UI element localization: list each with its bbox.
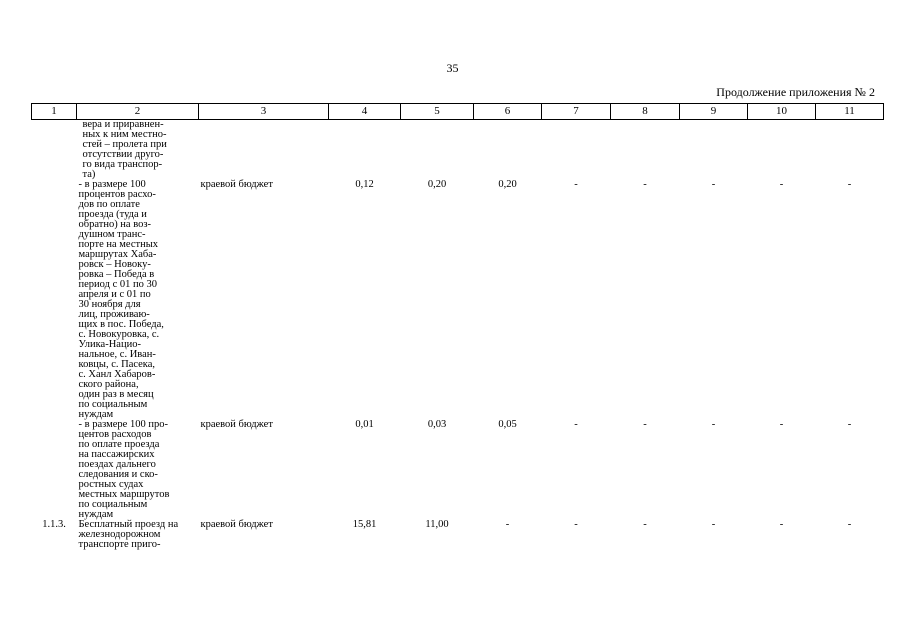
value-cell (329, 120, 401, 181)
column-header: 3 (199, 104, 329, 120)
value-cell (474, 120, 542, 181)
value-cell: 0,20 (498, 179, 517, 190)
table-row (32, 180, 884, 420)
description-text: - в размере 100 процентов расхо- дов по оплате проезда (туда и обратно) на воз- душном транс- порте на местных маршрутах Хаба- ровск – Новоку- ровка – Победа в период с 01 по 30 апреля и с 01 по 30 ноября для лиц, проживаю- щих в пос. Победа, с. Новокуровка, с. Улика-Нацио- нальное, с. Иван- ковцы, с. Пасека, с. Ханл Хабаров- ского района, один раз в месяц по социальным нуждам (78, 179, 164, 420)
value-cell: 0,05 (498, 419, 517, 430)
value-cell: - (574, 519, 578, 530)
row-number-cell (32, 420, 77, 520)
description-text: - в размере 100 про- центов расходов по оплате проезда на пассажирских поездах дальнего следования и ско- ростных судах местных маршрутов по социальным нуждам (78, 419, 170, 520)
value-cell: - (643, 419, 647, 430)
value-cell (748, 120, 816, 181)
value-cell: - (847, 179, 852, 190)
value-cell: 0,20 (427, 179, 447, 190)
value-cell: - (505, 519, 510, 530)
row-number-cell (32, 180, 77, 420)
value-cell: - (779, 179, 784, 190)
column-header: 11 (816, 104, 884, 120)
description-cell (77, 180, 199, 420)
column-header: 10 (748, 104, 816, 120)
table-row (32, 520, 884, 550)
funding-source-cell: краевой бюджет (200, 179, 273, 190)
value-cell (542, 120, 611, 181)
table-row (32, 120, 884, 181)
value-cell: 15,81 (352, 519, 377, 530)
description-text: вера и приравнен- ных к ним местно- стей – пролета при отсутствии друго- го вида транспор- та) (82, 119, 167, 180)
value-cell: - (643, 519, 647, 530)
value-cell (401, 120, 474, 181)
value-cell: - (711, 179, 716, 190)
row-number-cell: 1.1.3. (42, 519, 66, 530)
column-number-header-row (32, 104, 884, 120)
value-cell: - (711, 519, 716, 530)
column-header: 1 (32, 104, 77, 120)
table-row (32, 420, 884, 520)
value-cell: 11,00 (425, 519, 449, 530)
value-cell: - (711, 419, 716, 430)
value-cell: 0,01 (355, 419, 374, 430)
column-header: 6 (474, 104, 542, 120)
value-cell: - (847, 519, 852, 530)
column-header: 9 (680, 104, 748, 120)
value-cell (680, 120, 748, 181)
funding-source-cell (199, 120, 329, 181)
funding-source-cell: краевой бюджет (200, 419, 273, 430)
row-number-cell (32, 120, 77, 181)
value-cell: - (643, 179, 647, 190)
value-cell (611, 120, 680, 181)
column-header: 7 (542, 104, 611, 120)
value-cell: 0,03 (427, 419, 447, 430)
description-cell (77, 420, 199, 520)
description-text: Бесплатный проезд на железнодорожном транспорте приго- (78, 519, 179, 550)
funding-source-cell: краевой бюджет (200, 519, 273, 530)
column-header: 2 (77, 104, 199, 120)
column-header: 5 (401, 104, 474, 120)
description-cell (77, 520, 199, 550)
value-cell: - (779, 419, 784, 430)
value-cell: - (574, 419, 578, 430)
value-cell: 0,12 (355, 179, 374, 190)
description-cell (77, 120, 199, 181)
value-cell: - (574, 179, 578, 190)
appendix-continuation-label: Продолжение приложения № 2 (716, 85, 875, 99)
column-header: 8 (611, 104, 680, 120)
column-header: 4 (329, 104, 401, 120)
value-cell: - (779, 519, 784, 530)
value-cell (816, 120, 884, 181)
appendix-table (31, 103, 884, 550)
page-number: 35 (446, 61, 459, 75)
value-cell: - (847, 419, 852, 430)
